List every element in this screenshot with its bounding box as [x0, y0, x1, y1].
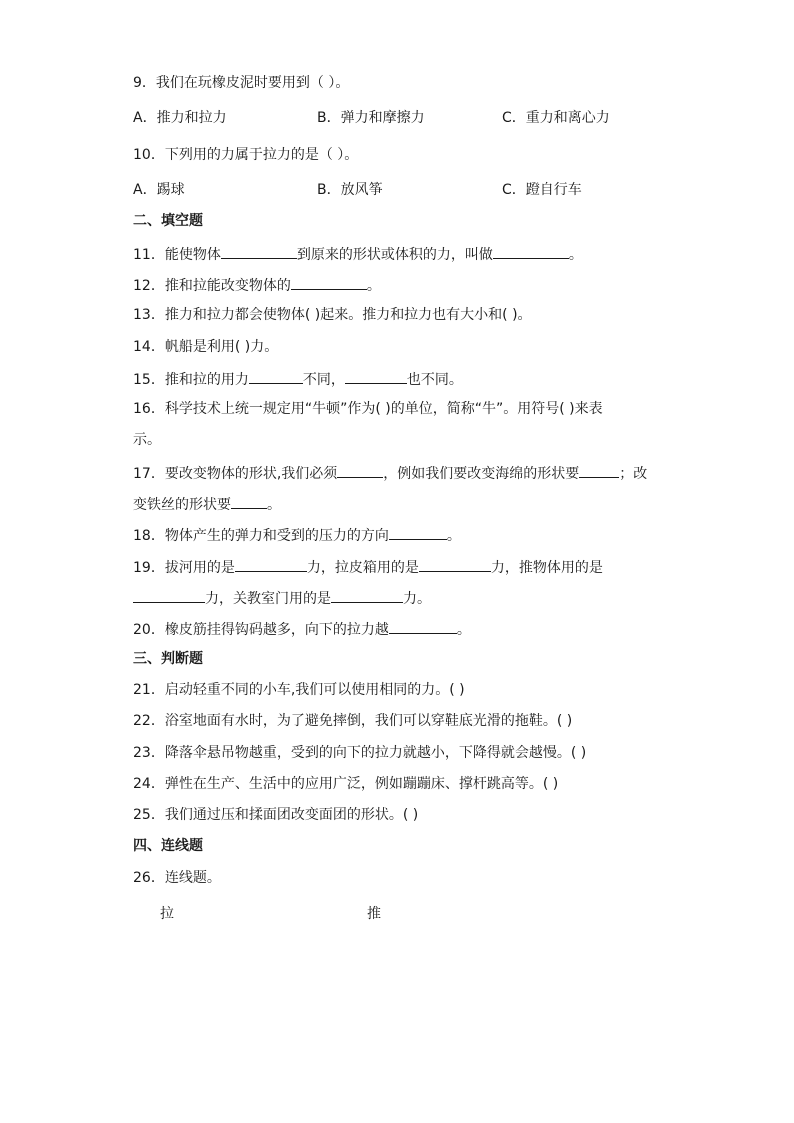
- question-19-line-2: [133, 587, 431, 609]
- q10-option-a: A．踢球: [133, 182, 185, 198]
- question-14: 14．帆船是利用( )力。: [133, 339, 279, 355]
- question-16-line-1: 16．科学技术上统一规定用“牛顿”作为( )的单位，简称“牛”。用符号( )来表: [133, 401, 603, 417]
- q17-text-a: 17．要改变物体的形状,我们必须: [133, 466, 338, 482]
- q20-text-b: 。: [456, 622, 471, 638]
- q12-blank[interactable]: [291, 274, 367, 290]
- question-20: [133, 618, 471, 640]
- q18-text-b: 。: [446, 528, 461, 544]
- q11-blank-2[interactable]: [493, 243, 569, 259]
- section-true-false-heading: 三、判断题: [133, 651, 203, 667]
- q19-text-d: 力，关教室门用的是: [205, 591, 331, 607]
- question-16-line-2: 示。: [133, 432, 161, 448]
- question-13: 13．推力和拉力都会使物体( )起来。推力和拉力也有大小和( )。: [133, 307, 532, 323]
- q20-blank[interactable]: [389, 618, 457, 634]
- q19-blank-3[interactable]: [133, 587, 205, 603]
- q9-option-a: A．推力和拉力: [133, 110, 227, 126]
- q15-text-b: 不同，: [302, 372, 345, 388]
- q19-blank-1[interactable]: [235, 556, 307, 572]
- q17-text-b: ，例如我们要改变海绵的形状要: [383, 466, 580, 482]
- q19-text-a: 19．拔河用的是: [133, 560, 235, 576]
- question-18: [133, 524, 461, 546]
- q18-blank[interactable]: [389, 524, 447, 540]
- q15-blank-2[interactable]: [345, 368, 407, 384]
- q12-text-b: 。: [366, 278, 381, 294]
- q10-option-c: C．蹬自行车: [502, 182, 582, 198]
- question-17-line-1: [133, 462, 647, 484]
- section-fill-blank-heading: 二、填空题: [133, 213, 203, 229]
- question-26: 26．连线题。: [133, 870, 221, 886]
- q11-blank-1[interactable]: [221, 243, 297, 259]
- q10-option-b: B．放风筝: [317, 182, 383, 198]
- q17-text-c: ；改: [619, 466, 648, 482]
- q9-option-c: C．重力和离心力: [502, 110, 610, 126]
- question-12: [133, 274, 381, 296]
- question-23: 23．降落伞悬吊物越重，受到的向下的拉力就越小，下降得就会越慢。( ): [133, 745, 587, 761]
- q17-blank-3[interactable]: [231, 493, 267, 509]
- q19-text-e: 力。: [403, 591, 431, 607]
- q15-blank-1[interactable]: [249, 368, 303, 384]
- question-10: 10．下列用的力属于拉力的是（ ）。: [133, 147, 359, 163]
- question-25: 25．我们通过压和揉面团改变面团的形状。( ): [133, 807, 419, 823]
- question-15: [133, 368, 463, 390]
- q11-text-b: 到原来的形状或体积的力，叫做: [296, 247, 493, 263]
- match-word-pull[interactable]: 拉: [160, 906, 174, 922]
- question-22: 22．浴室地面有水时，为了避免摔倒，我们可以穿鞋底光滑的拖鞋。( ): [133, 713, 573, 729]
- q19-blank-2[interactable]: [419, 556, 491, 572]
- question-9: 9．我们在玩橡皮泥时要用到（ ）。: [133, 75, 350, 91]
- question-11: [133, 243, 583, 265]
- q19-text-c: 力，推物体用的是: [490, 560, 603, 576]
- q11-text-a: 11．能使物体: [133, 247, 221, 263]
- q17-text-e: 。: [267, 497, 281, 513]
- match-word-push[interactable]: 推: [367, 906, 381, 922]
- q12-text-a: 12．推和拉能改变物体的: [133, 278, 291, 294]
- q19-blank-4[interactable]: [331, 587, 403, 603]
- q17-blank-2[interactable]: [579, 462, 619, 478]
- section-matching-heading: 四、连线题: [133, 838, 203, 854]
- q18-text-a: 18．物体产生的弹力和受到的压力的方向: [133, 528, 389, 544]
- q9-option-b: B．弹力和摩擦力: [317, 110, 425, 126]
- question-24: 24．弹性在生产、生活中的应用广泛，例如蹦蹦床、撑杆跳高等。( ): [133, 776, 559, 792]
- q20-text-a: 20．橡皮筋挂得钩码越多，向下的拉力越: [133, 622, 389, 638]
- q15-text-a: 15．推和拉的用力: [133, 372, 249, 388]
- question-19-line-1: [133, 556, 603, 578]
- question-21: 21．启动轻重不同的小车,我们可以使用相同的力。( ): [133, 682, 465, 698]
- q17-text-d: 变铁丝的形状要: [133, 497, 231, 513]
- q17-blank-1[interactable]: [337, 462, 383, 478]
- question-17-line-2: [133, 493, 281, 515]
- q19-text-b: 力，拉皮箱用的是: [306, 560, 419, 576]
- q11-text-c: 。: [568, 247, 583, 263]
- q15-text-c: 也不同。: [406, 372, 463, 388]
